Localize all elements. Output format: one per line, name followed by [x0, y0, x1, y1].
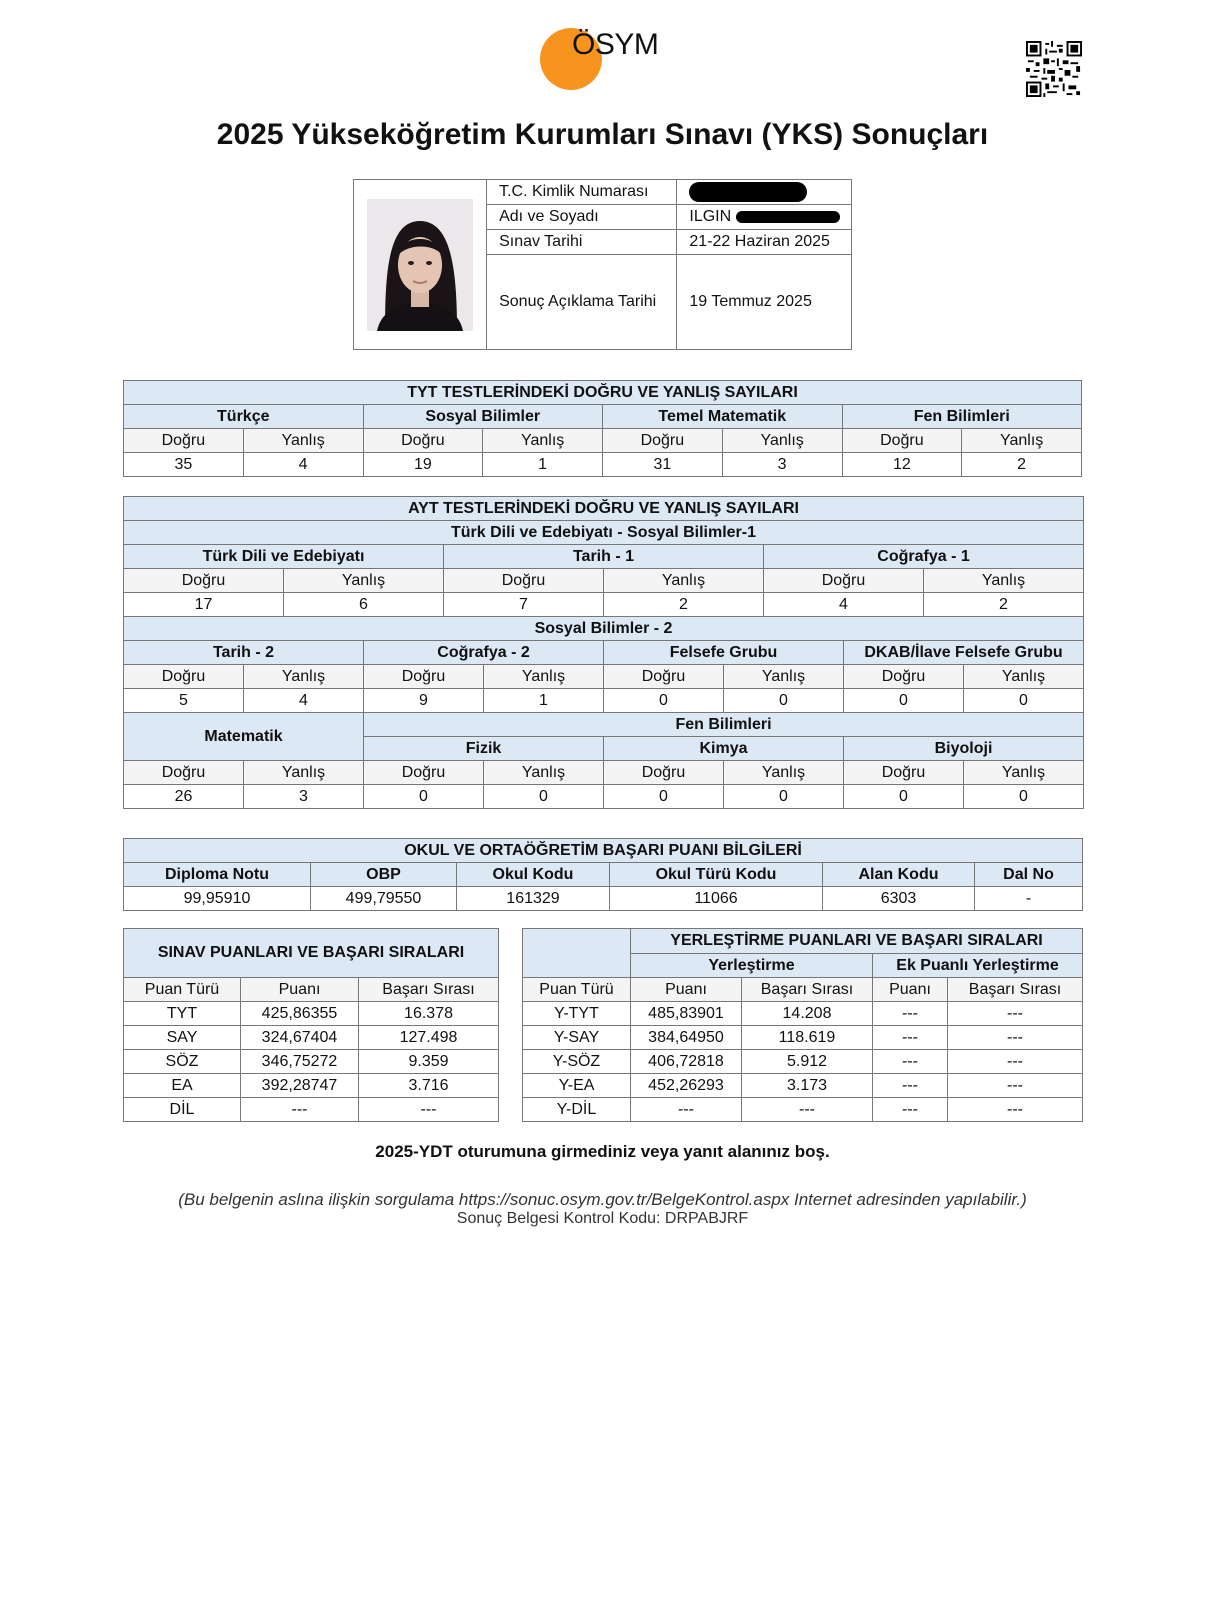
tyt-subject: Temel Matematik — [603, 405, 843, 429]
yanlis-value: 0 — [484, 785, 604, 809]
ek-basari-sirasi: --- — [948, 1050, 1083, 1074]
okul-value: 99,95910 — [124, 887, 311, 911]
dogru-header: Doğru — [444, 569, 604, 593]
ydt-note: 2025-YDT oturumuna girmediniz veya yanıt alanınız boş. — [375, 1142, 830, 1161]
tyt-subject: Fen Bilimleri — [842, 405, 1082, 429]
puan: 425,86355 — [241, 1002, 359, 1026]
ek-puan: --- — [873, 1074, 948, 1098]
yanlis-header: Yanlış — [244, 761, 364, 785]
ek-puan: --- — [873, 1002, 948, 1026]
yanlis-header: Yanlış — [964, 761, 1084, 785]
dogru-header: Doğru — [603, 429, 723, 453]
puan-turu: Y-SÖZ — [523, 1050, 631, 1074]
okul-value: 11066 — [610, 887, 823, 911]
redaction-mark — [689, 182, 807, 202]
okul-table — [123, 838, 1083, 911]
sinav-header: Puan Türü — [124, 978, 241, 1002]
name-value: ILGIN — [689, 208, 732, 225]
tyt-table — [123, 380, 1082, 477]
ek-basari-sirasi: --- — [948, 1002, 1083, 1026]
yanlis-header: Yanlış — [962, 429, 1082, 453]
candidate-photo — [367, 199, 473, 331]
basari-sirasi: 118.619 — [742, 1026, 873, 1050]
yanlis-value: 1 — [483, 453, 603, 477]
yerlestirme-title: YERLEŞTİRME PUANLARI VE BAŞARI SIRALARI — [631, 929, 1083, 954]
yanlis-value: 2 — [962, 453, 1082, 477]
puan-turu: Y-EA — [523, 1074, 631, 1098]
yanlis-value: 6 — [284, 593, 444, 617]
yanlis-header: Yanlış — [924, 569, 1084, 593]
tyt-subject: Türkçe — [124, 405, 364, 429]
yanlis-header: Yanlış — [284, 569, 444, 593]
yer-header: Başarı Sırası — [742, 978, 873, 1002]
ayt-math-title: Matematik — [124, 713, 364, 761]
dogru-value: 19 — [363, 453, 483, 477]
ayt-subject: Tarih - 2 — [124, 641, 364, 665]
puan: --- — [631, 1098, 742, 1122]
okul-header: Diploma Notu — [124, 863, 311, 887]
yanlis-value: 0 — [724, 689, 844, 713]
ayt-title: AYT TESTLERİNDEKİ DOĞRU VE YANLIŞ SAYILARI — [124, 497, 1084, 521]
dogru-value: 0 — [604, 689, 724, 713]
puan-turu: DİL — [124, 1098, 241, 1122]
ayt-fen-title: Fen Bilimleri — [364, 713, 1084, 737]
yanlis-header: Yanlış — [724, 761, 844, 785]
okul-value: 499,79550 — [311, 887, 457, 911]
dogru-header: Doğru — [604, 665, 724, 689]
puan: 384,64950 — [631, 1026, 742, 1050]
basari-sirasi: 3.173 — [742, 1074, 873, 1098]
puan: 346,75272 — [241, 1050, 359, 1074]
dogru-header: Doğru — [364, 665, 484, 689]
ayt-table — [123, 496, 1084, 809]
dogru-header: Doğru — [844, 761, 964, 785]
yer-header: Puanı — [631, 978, 742, 1002]
basari-sirasi: --- — [359, 1098, 499, 1122]
okul-value: - — [975, 887, 1083, 911]
osym-logo — [540, 26, 680, 92]
okul-header: Okul Kodu — [457, 863, 610, 887]
yer-header: Başarı Sırası — [948, 978, 1083, 1002]
basari-sirasi: 3.716 — [359, 1074, 499, 1098]
dogru-value: 5 — [124, 689, 244, 713]
exam-date-label: Sınav Tarihi — [487, 230, 677, 255]
yanlis-header: Yanlış — [484, 761, 604, 785]
yanlis-value: 2 — [924, 593, 1084, 617]
logo-text: ÖSYM — [572, 28, 659, 61]
dogru-header: Doğru — [124, 761, 244, 785]
puan: 392,28747 — [241, 1074, 359, 1098]
dogru-header: Doğru — [604, 761, 724, 785]
ayt-subject: Felsefe Grubu — [604, 641, 844, 665]
dogru-value: 9 — [364, 689, 484, 713]
dogru-value: 0 — [844, 785, 964, 809]
yanlis-value: 0 — [724, 785, 844, 809]
yanlis-value: 4 — [244, 689, 364, 713]
puan: 406,72818 — [631, 1050, 742, 1074]
ek-puan: --- — [873, 1026, 948, 1050]
puan-turu: SAY — [124, 1026, 241, 1050]
dogru-value: 4 — [764, 593, 924, 617]
yanlis-value: 2 — [604, 593, 764, 617]
yanlis-header: Yanlış — [724, 665, 844, 689]
dogru-value: 12 — [842, 453, 962, 477]
puan: --- — [241, 1098, 359, 1122]
puan-turu: SÖZ — [124, 1050, 241, 1074]
redaction-mark — [736, 211, 840, 223]
yer-header: Puan Türü — [523, 978, 631, 1002]
ayt-subject: Türk Dili ve Edebiyatı — [124, 545, 444, 569]
dogru-header: Doğru — [124, 665, 244, 689]
ayt-subject: DKAB/İlave Felsefe Grubu — [844, 641, 1084, 665]
puan: 485,83901 — [631, 1002, 742, 1026]
okul-header: Okul Türü Kodu — [610, 863, 823, 887]
yerlestirme-empty-header — [523, 929, 631, 978]
okul-header: OBP — [311, 863, 457, 887]
yanlis-value: 0 — [964, 689, 1084, 713]
dogru-value: 31 — [603, 453, 723, 477]
basari-sirasi: --- — [742, 1098, 873, 1122]
dogru-value: 0 — [604, 785, 724, 809]
qr-code — [1026, 40, 1082, 98]
puan-turu: Y-DİL — [523, 1098, 631, 1122]
yanlis-header: Yanlış — [604, 569, 764, 593]
result-date-label: Sonuç Açıklama Tarihi — [487, 255, 677, 350]
yerlestirme-sub2: Ek Puanlı Yerleştirme — [873, 953, 1083, 978]
puan: 324,67404 — [241, 1026, 359, 1050]
dogru-header: Doğru — [844, 665, 964, 689]
dogru-header: Doğru — [364, 761, 484, 785]
okul-header: Alan Kodu — [823, 863, 975, 887]
page-title: 2025 Yükseköğretim Kurumları Sınavı (YKS) Sonuçları — [216, 118, 989, 151]
puan-turu: EA — [124, 1074, 241, 1098]
yanlis-value: 3 — [244, 785, 364, 809]
okul-value: 6303 — [823, 887, 975, 911]
ayt-subject: Tarih - 1 — [444, 545, 764, 569]
yanlis-header: Yanlış — [243, 429, 363, 453]
basari-sirasi: 14.208 — [742, 1002, 873, 1026]
puan: 452,26293 — [631, 1074, 742, 1098]
puan-turu: Y-SAY — [523, 1026, 631, 1050]
dogru-value: 0 — [844, 689, 964, 713]
basari-sirasi: 127.498 — [359, 1026, 499, 1050]
tyt-subject: Sosyal Bilimler — [363, 405, 603, 429]
tc-value-cell — [677, 180, 852, 205]
dogru-header: Doğru — [124, 429, 244, 453]
sinav-header: Başarı Sırası — [359, 978, 499, 1002]
candidate-info-table — [353, 179, 852, 350]
ayt-group2-title: Sosyal Bilimler - 2 — [124, 617, 1084, 641]
tc-label: T.C. Kimlik Numarası — [487, 180, 677, 205]
result-date-value: 19 Temmuz 2025 — [677, 255, 852, 350]
puan-turu: TYT — [124, 1002, 241, 1026]
basari-sirasi: 5.912 — [742, 1050, 873, 1074]
yer-header: Puanı — [873, 978, 948, 1002]
ek-basari-sirasi: --- — [948, 1098, 1083, 1122]
sinav-header: Puanı — [241, 978, 359, 1002]
yanlis-header: Yanlış — [484, 665, 604, 689]
sinav-puanlari-table — [123, 928, 499, 1122]
dogru-header: Doğru — [764, 569, 924, 593]
okul-title: OKUL VE ORTAÖĞRETİM BAŞARI PUANI BİLGİLERİ — [124, 839, 1083, 863]
ayt-subject: Coğrafya - 1 — [764, 545, 1084, 569]
ek-basari-sirasi: --- — [948, 1074, 1083, 1098]
dogru-value: 35 — [124, 453, 244, 477]
yanlis-header: Yanlış — [722, 429, 842, 453]
exam-date-value: 21-22 Haziran 2025 — [677, 230, 852, 255]
yanlis-value: 4 — [243, 453, 363, 477]
yanlis-header: Yanlış — [964, 665, 1084, 689]
okul-header: Dal No — [975, 863, 1083, 887]
ayt-subject: Kimya — [604, 737, 844, 761]
puan-turu: Y-TYT — [523, 1002, 631, 1026]
dogru-value: 26 — [124, 785, 244, 809]
name-label: Adı ve Soyadı — [487, 205, 677, 230]
basari-sirasi: 9.359 — [359, 1050, 499, 1074]
yerlestirme-puanlari-table — [522, 928, 1083, 1122]
yanlis-header: Yanlış — [244, 665, 364, 689]
yerlestirme-sub1: Yerleştirme — [631, 953, 873, 978]
ayt-subject: Coğrafya - 2 — [364, 641, 604, 665]
yanlis-value: 1 — [484, 689, 604, 713]
ayt-subject: Fizik — [364, 737, 604, 761]
dogru-header: Doğru — [842, 429, 962, 453]
yanlis-header: Yanlış — [483, 429, 603, 453]
okul-value: 161329 — [457, 887, 610, 911]
name-value-cell — [677, 205, 852, 230]
yanlis-value: 3 — [722, 453, 842, 477]
dogru-value: 7 — [444, 593, 604, 617]
ayt-subject: Biyoloji — [844, 737, 1084, 761]
dogru-value: 17 — [124, 593, 284, 617]
ek-puan: --- — [873, 1098, 948, 1122]
sinav-title: SINAV PUANLARI VE BAŞARI SIRALARI — [124, 929, 499, 978]
dogru-header: Doğru — [363, 429, 483, 453]
dogru-header: Doğru — [124, 569, 284, 593]
control-code: Sonuç Belgesi Kontrol Kodu: DRPABJRF — [456, 1210, 749, 1227]
ek-basari-sirasi: --- — [948, 1026, 1083, 1050]
tyt-title: TYT TESTLERİNDEKİ DOĞRU VE YANLIŞ SAYILARI — [124, 381, 1082, 405]
ayt-group1-title: Türk Dili ve Edebiyatı - Sosyal Bilimler-1 — [124, 521, 1084, 545]
verify-note: (Bu belgenin aslına ilişkin sorgulama https://sonuc.osym.gov.tr/BelgeKontrol.aspx Internet adresinden yapılabilir.) — [178, 1190, 1027, 1209]
basari-sirasi: 16.378 — [359, 1002, 499, 1026]
photo-cell — [354, 180, 487, 350]
dogru-value: 0 — [364, 785, 484, 809]
ek-puan: --- — [873, 1050, 948, 1074]
yanlis-value: 0 — [964, 785, 1084, 809]
